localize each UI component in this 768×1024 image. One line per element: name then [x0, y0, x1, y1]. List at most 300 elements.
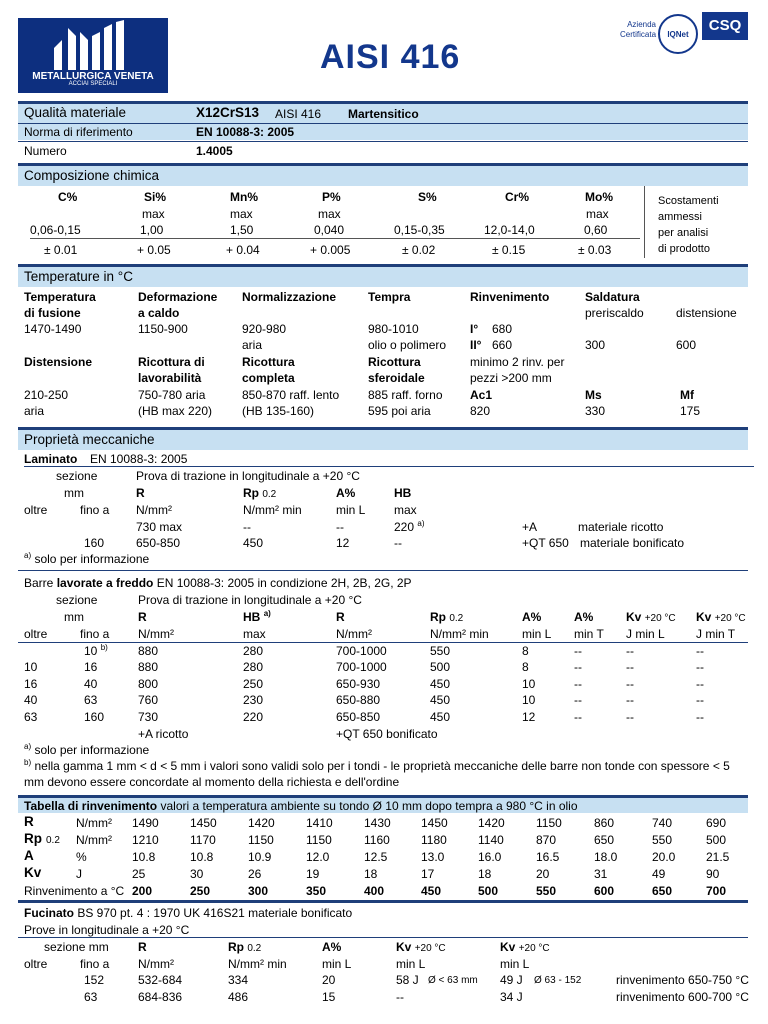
header-kv-t: [696, 610, 746, 626]
table-cell: 450: [430, 710, 451, 724]
td: aria: [242, 338, 263, 352]
table-cell: 18.0: [594, 850, 618, 864]
td: Mf: [680, 388, 694, 402]
max-mo: max: [586, 207, 609, 221]
table-cell: --: [696, 710, 704, 724]
header-kv-l: [626, 610, 676, 626]
temper-temperature: 550: [536, 884, 557, 898]
table-cell: 58 J: [396, 973, 419, 987]
table-cell: 740: [652, 816, 673, 830]
unit: min L: [500, 957, 530, 971]
table-cell: 1160: [364, 833, 390, 847]
table-cell: --: [574, 660, 582, 674]
tol-s: ± 0.02: [402, 243, 436, 257]
unit: J min T: [696, 627, 736, 641]
td: 1150-900: [138, 322, 188, 336]
footnote-text: solo per informazione: [34, 552, 150, 566]
unit: min L: [322, 957, 352, 971]
table-cell: 63: [24, 710, 38, 724]
unit: N/mm²: [136, 503, 172, 517]
th: Ricottura: [242, 355, 295, 369]
table-cell: 730: [138, 710, 159, 724]
sezione-label: sezione mm: [44, 940, 109, 954]
td: 750-780 aria: [138, 388, 206, 402]
footnote-text: solo per informazione: [34, 743, 150, 757]
td: 920-980: [242, 322, 287, 336]
iqnet-text: IQNet: [667, 30, 689, 39]
table-cell: 650-850: [336, 710, 381, 724]
table-cell: 700-1000: [336, 660, 387, 674]
header-a: A%: [336, 486, 356, 500]
td: 210-250: [24, 388, 69, 402]
qualita-value: X12CrS13: [196, 105, 260, 120]
header-c: C%: [58, 190, 78, 204]
td: 300: [585, 338, 606, 352]
kv-text: Kv: [396, 940, 412, 954]
temper-temperature: 300: [248, 884, 269, 898]
cert-label: [620, 20, 656, 40]
th: distensione: [676, 306, 737, 320]
td: Ms: [585, 388, 602, 402]
unit: N/mm²: [138, 957, 174, 971]
value-p: 0,040: [314, 223, 345, 237]
header-a-l: A%: [522, 610, 542, 624]
cert-line-2: Certificata: [620, 30, 657, 39]
fucinato-norm: BS 970 pt. 4 : 1970 UK 416S21 materiale bonificato: [77, 906, 353, 920]
table-cell: 49 J: [500, 973, 523, 987]
rp-sub: 0.2: [247, 943, 262, 954]
max-si: max: [142, 207, 165, 221]
rinvenimento-row-label: A: [24, 848, 34, 863]
table-cell: 31: [594, 867, 608, 881]
table-cell: 18: [364, 867, 378, 881]
unit: fino a: [80, 957, 110, 971]
header-p: P%: [322, 190, 341, 204]
table-cell: 334: [228, 973, 249, 987]
logo-name: METALLURGICA VENETA: [32, 71, 154, 82]
table-cell: +QT 650: [522, 536, 569, 550]
footnote-a: $^{a)}$ solo per informazione: [24, 551, 150, 566]
table-cell: 40: [24, 693, 38, 707]
temper-temperature: 500: [478, 884, 499, 898]
header-r: R: [138, 940, 147, 954]
temper-temperature: 450: [421, 884, 442, 898]
header-mo: Mo%: [585, 190, 613, 204]
table-cell: 8: [522, 660, 529, 674]
composizione-note: [658, 193, 719, 257]
temper-temperature: 650: [652, 884, 673, 898]
header-si: Si%: [144, 190, 167, 204]
header-cr: Cr%: [505, 190, 530, 204]
table-cell: 1420: [248, 816, 275, 830]
table-cell: 25: [132, 867, 146, 881]
table-cell: --: [626, 710, 634, 724]
rinvenimento-row-sub: 0.2: [46, 835, 60, 846]
table-cell: materiale bonificato: [580, 536, 685, 550]
table-cell: 650-930: [336, 677, 381, 691]
table-cell: 34 J: [500, 990, 523, 1004]
td: 660: [492, 338, 513, 352]
kv-sub: +20 °C: [518, 943, 550, 954]
td: 820: [470, 404, 491, 418]
iqnet-badge-icon: [658, 14, 698, 54]
temper-temperature: 400: [364, 884, 385, 898]
table-cell: 17: [421, 867, 435, 881]
kv-sub: +20 °C: [644, 613, 676, 624]
table-cell: --: [574, 677, 582, 691]
table-cell: 20.0: [652, 850, 676, 864]
barre-label: lavorate a freddo: [56, 576, 154, 590]
barre-heading: [24, 576, 412, 590]
table-cell: 730 max: [136, 520, 183, 534]
kv-text: Kv: [696, 610, 712, 624]
table-cell: --: [243, 520, 251, 534]
rinvenimento-subtitle: valori a temperatura ambiente su tondo Ø 10 mm dopo tempra a 980 °C in olio: [160, 799, 578, 813]
table-cell: 684-836: [138, 990, 183, 1004]
table-cell: --: [696, 677, 704, 691]
temper-temperature: 200: [132, 884, 153, 898]
value-s: 0,15-0,35: [394, 223, 445, 237]
header-hb: HB: [394, 486, 412, 500]
temper-temperature: 250: [190, 884, 211, 898]
table-cell: 30: [190, 867, 204, 881]
laminato-label: Laminato: [24, 452, 78, 466]
table-cell: 450: [430, 677, 451, 691]
table-cell: 19: [306, 867, 320, 881]
footnote-b: $^{b)}$ nella gamma 1 mm < d < 5 mm i valori sono validi solo per i tondi - le proprietà meccaniche delle barre non tonde con spessore < 5: [24, 758, 730, 773]
table-cell: --: [396, 990, 404, 1004]
header-kv2: [500, 940, 550, 956]
max-p: max: [318, 207, 341, 221]
table-cell: 220 $^{a)}$: [394, 519, 425, 534]
rp-text: Rp: [243, 486, 259, 500]
td: I°: [470, 322, 479, 336]
divider: [18, 642, 748, 643]
table-cell: 486: [228, 990, 249, 1004]
td: 595 poi aria: [368, 404, 431, 418]
td: 680: [492, 322, 513, 336]
td: (HB 135-160): [242, 404, 315, 418]
table-cell: 690: [706, 816, 727, 830]
barre-norm: EN 10088-3: 2005 in condizione 2H, 2B, 2G, 2P: [156, 576, 412, 590]
table-cell: 1450: [190, 816, 217, 830]
table-cell: --: [626, 677, 634, 691]
table-cell: 1210: [132, 833, 159, 847]
unit: min L: [522, 627, 552, 641]
rinvenimento-row-unit: %: [76, 850, 87, 864]
unit: N/mm²: [336, 627, 372, 641]
temper-temperature: 350: [306, 884, 327, 898]
table-cell: 500: [706, 833, 727, 847]
table-cell: 10.9: [248, 850, 272, 864]
unit: oltre: [24, 627, 48, 641]
table-cell: 49: [652, 867, 666, 881]
th: sferoidale: [368, 371, 425, 385]
norma-value: EN 10088-3: 2005: [196, 125, 295, 139]
th: preriscaldo: [585, 306, 644, 320]
rinvenimento-temp-label: Rinvenimento a °C: [24, 884, 125, 898]
rinvenimento-heading: [24, 799, 578, 813]
table-cell: 12.0: [306, 850, 330, 864]
table-cell: rinvenimento 650-750 °C: [616, 973, 749, 987]
value-si: 1,00: [140, 223, 164, 237]
cert-line-1: Azienda: [627, 20, 656, 29]
table-cell: 550: [652, 833, 673, 847]
table-cell: 16.5: [536, 850, 560, 864]
fucinato-prove: Prove in longitudinale a +20 °C: [24, 923, 190, 937]
divider: [18, 570, 748, 571]
mm-label: mm: [64, 486, 84, 500]
table-cell: 1170: [190, 833, 216, 847]
numero-label: Numero: [24, 144, 67, 158]
td: 175: [680, 404, 701, 418]
table-cell: 250: [243, 677, 264, 691]
table-cell: 12: [336, 536, 350, 550]
table-cell: 1150: [536, 816, 562, 830]
th: lavorabilità: [138, 371, 202, 385]
table-cell: --: [336, 520, 344, 534]
fucinato-heading: [24, 906, 352, 920]
table-cell: 15: [322, 990, 336, 1004]
table-cell: 18: [478, 867, 492, 881]
unit: N/mm² min: [228, 957, 287, 971]
table-cell: 10.8: [190, 850, 214, 864]
condition-tag: +A ricotto: [138, 727, 189, 741]
td: (HB max 220): [138, 404, 213, 418]
unit: N/mm²: [138, 627, 174, 641]
header-r: R: [136, 486, 145, 500]
table-cell: +A: [522, 520, 538, 534]
table-cell: 63: [84, 990, 98, 1004]
header-r2: R: [336, 610, 345, 624]
rinvenimento-row-label: Rp: [24, 831, 42, 846]
table-cell: 21.5: [706, 850, 730, 864]
kv-text: Kv: [626, 610, 642, 624]
th: Ricottura: [368, 355, 421, 369]
unit: max: [243, 627, 266, 641]
table-cell: 20: [322, 973, 336, 987]
td: 980-1010: [368, 322, 419, 336]
table-cell: 16: [24, 677, 38, 691]
hb-sup: a): [263, 609, 271, 618]
note-line: per analisi: [658, 227, 709, 239]
unit: min T: [574, 627, 604, 641]
table-cell: 1180: [421, 833, 447, 847]
header-s: S%: [418, 190, 437, 204]
table-cell: 13.0: [421, 850, 445, 864]
condition-tag: +QT 650 bonificato: [336, 727, 438, 741]
rinvenimento-row-unit: N/mm²: [76, 833, 112, 847]
td: Ac1: [470, 388, 493, 402]
header-a-t: A%: [574, 610, 594, 624]
prova-label: Prova di trazione in longitudinale a +20 °C: [138, 593, 362, 607]
table-cell: 1420: [478, 816, 505, 830]
table-cell: 450: [430, 693, 451, 707]
tol-p: + 0.005: [310, 243, 351, 257]
table-cell: Ø < 63 mm: [428, 975, 478, 986]
rinvenimento-row-unit: J: [76, 867, 82, 881]
unit: min L: [336, 503, 366, 517]
temper-temperature: 600: [594, 884, 615, 898]
th: Temperatura: [24, 290, 96, 304]
td: minimo 2 rinv. per: [470, 355, 565, 369]
table-cell: 63: [84, 693, 98, 707]
divider: [18, 123, 748, 124]
table-cell: --: [574, 693, 582, 707]
table-cell: 10: [24, 660, 38, 674]
table-cell: 12.5: [364, 850, 388, 864]
td: 330: [585, 404, 606, 418]
value-mn: 1,50: [230, 223, 254, 237]
oltre-label: oltre: [24, 503, 48, 517]
rp-sub: 0.2: [449, 613, 464, 624]
divider: [18, 900, 748, 903]
table-cell: 10 $^{b)}$: [84, 643, 108, 658]
table-cell: 1490: [132, 816, 159, 830]
table-cell: 880: [138, 660, 159, 674]
th: Distensione: [24, 355, 93, 369]
unit: oltre: [24, 957, 48, 971]
td: 850-870 raff. lento: [242, 388, 340, 402]
fino-label: fino a: [80, 503, 110, 517]
rinvenimento-row-unit: N/mm²: [76, 816, 112, 830]
rinvenimento-title: Tabella di rinvenimento: [24, 799, 158, 813]
unit: min L: [396, 957, 426, 971]
table-cell: 90: [706, 867, 720, 881]
divider: [18, 937, 748, 938]
table-cell: 152: [84, 973, 105, 987]
tol-mo: ± 0.03: [578, 243, 612, 257]
table-cell: 160: [84, 710, 105, 724]
table-cell: 230: [243, 693, 264, 707]
td: 885 raff. forno: [368, 388, 443, 402]
header-a: A%: [322, 940, 342, 954]
th: Deformazione: [138, 290, 218, 304]
header-rp: [228, 940, 261, 956]
table-cell: 10: [522, 677, 536, 691]
footnote-text: nella gamma 1 mm < d < 5 mm i valori sono validi solo per i tondi - le proprietà meccaniche delle barre non tonde con spessore < 5: [34, 759, 730, 773]
cell-text: 10: [84, 644, 98, 658]
td: aria: [24, 404, 45, 418]
hb-text: HB: [243, 610, 261, 624]
norma-label: Norma di riferimento: [24, 125, 133, 139]
mm-label: mm: [64, 610, 84, 624]
table-cell: 8: [522, 644, 529, 658]
composizione-title: Composizione chimica: [24, 168, 160, 183]
header-kv: [396, 940, 446, 956]
table-cell: 450: [243, 536, 264, 550]
table-cell: 26: [248, 867, 262, 881]
table-cell: 1430: [364, 816, 391, 830]
table-cell: 16.0: [478, 850, 502, 864]
rp-text: Rp: [228, 940, 244, 954]
td: pezzi >200 mm: [470, 371, 552, 385]
table-cell: 12: [522, 710, 536, 724]
table-cell: 760: [138, 693, 159, 707]
numero-value: 1.4005: [196, 144, 233, 158]
td: 1470-1490: [24, 322, 82, 336]
note-line: ammessi: [658, 211, 703, 223]
fucinato-label: Fucinato: [24, 906, 74, 920]
table-cell: 500: [430, 660, 451, 674]
table-cell: rinvenimento 600-700 °C: [616, 990, 749, 1004]
divider: [24, 466, 754, 467]
kv-sub: +20 °C: [414, 943, 446, 954]
th: Ricottura di: [138, 355, 205, 369]
td: olio o polimero: [368, 338, 447, 352]
table-cell: 160: [84, 536, 105, 550]
sezione-label: sezione: [56, 593, 98, 607]
th: Tempra: [368, 290, 411, 304]
footnote-a: $^{a)}$ solo per informazione: [24, 742, 150, 757]
table-cell: 650-880: [336, 693, 381, 707]
table-cell: 650: [594, 833, 615, 847]
temper-temperature: 700: [706, 884, 727, 898]
max-mn: max: [230, 207, 253, 221]
th: a caldo: [138, 306, 180, 320]
rp-text: Rp: [430, 610, 446, 624]
tol-cr: ± 0.15: [492, 243, 526, 257]
th: di fusione: [24, 306, 81, 320]
td: II°: [470, 338, 482, 352]
table-cell: materiale ricotto: [578, 520, 664, 534]
table-cell: 1410: [306, 816, 333, 830]
table-cell: 1150: [248, 833, 274, 847]
laminato-norm: EN 10088-3: 2005: [90, 452, 188, 466]
page-title: AISI 416: [320, 38, 461, 76]
table-cell: 650-850: [136, 536, 181, 550]
header-mn: Mn%: [230, 190, 258, 204]
row-divider: [30, 238, 640, 239]
note-line: Scostamenti: [658, 195, 719, 207]
table-cell: --: [574, 644, 582, 658]
kv-text: Kv: [500, 940, 516, 954]
temperature-title: Temperature in °C: [24, 269, 133, 284]
note-line: di prodotto: [658, 243, 710, 255]
table-cell: --: [696, 644, 704, 658]
rp-sub: 0.2: [262, 489, 277, 500]
meccaniche-title: Proprietà meccaniche: [24, 432, 155, 447]
col-divider: [644, 186, 645, 258]
unit: fino a: [80, 627, 110, 641]
table-cell: 1140: [478, 833, 504, 847]
unit: max: [394, 503, 417, 517]
header-hb: [243, 610, 271, 624]
header-rp: [243, 486, 276, 502]
th: completa: [242, 371, 295, 385]
table-cell: 20: [536, 867, 550, 881]
divider: [18, 141, 748, 142]
table-cell: 10.8: [132, 850, 156, 864]
td: 600: [676, 338, 697, 352]
barre-pre: Barre: [24, 576, 54, 590]
unit: N/mm² min: [243, 503, 302, 517]
tol-mn: + 0.04: [226, 243, 260, 257]
table-cell: --: [574, 710, 582, 724]
table-cell: 1450: [421, 816, 448, 830]
unit: N/mm² min: [430, 627, 489, 641]
table-cell: --: [626, 660, 634, 674]
value-c: 0,06-0,15: [30, 223, 81, 237]
table-cell: --: [626, 644, 634, 658]
company-logo: [18, 18, 168, 93]
table-cell: Ø 63 - 152: [534, 975, 582, 986]
table-cell: 220: [243, 710, 264, 724]
prova-label: Prova di trazione in longitudinale a +20 °C: [136, 469, 360, 483]
table-cell: --: [696, 660, 704, 674]
header-r: R: [138, 610, 147, 624]
table-cell: 1150: [306, 833, 332, 847]
